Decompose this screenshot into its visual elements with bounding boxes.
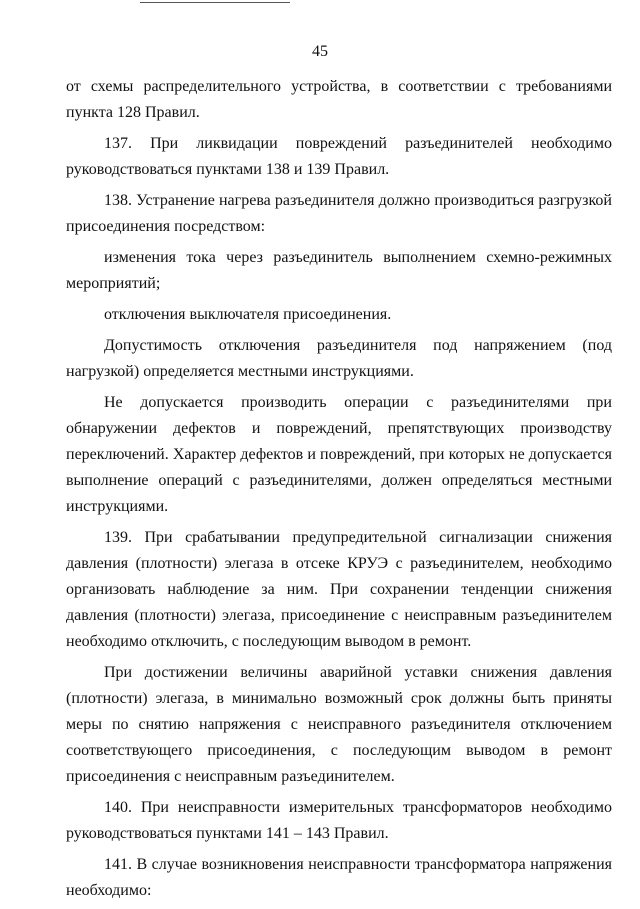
document-body: [66, 74, 612, 909]
paragraph-continuation: от схемы распределительного устройства, в соответствии с требованиями пункта 128 Правил.: [66, 78, 612, 121]
paragraph-137: 137. При ликвидации повреждений разъединителей необходимо руководствоваться пунктами 138 и 139 Правил.: [66, 135, 612, 178]
top-scan-rule: [140, 2, 290, 3]
paragraph-141: 141. В случае возникновения неисправности трансформатора напряжения необходимо:: [66, 856, 612, 899]
paragraph-139: 139. При срабатывании предупредительной сигнализации снижения давления (плотности) элегаза в отсеке КРУЭ с разъединителем, необходимо организовать наблюдение за ним. При сохранении тенденции снижения давления (плотности) элегаза, присоединение с неисправным разъединителем необходимо отключить, с последующим выводом в ремонт.: [66, 529, 612, 650]
paragraph-138-item-2: отключения выключателя присоединения.: [104, 306, 392, 323]
page-number: 45: [312, 43, 328, 60]
paragraph-140: 140. При неисправности измерительных трансформаторов необходимо руководствоваться пунктами 141 – 143 Правил.: [66, 799, 612, 842]
paragraph-138-item-1: изменения тока через разъединитель выполнением схемно-режимных мероприятий;: [66, 249, 612, 292]
paragraph-138: 138. Устранение нагрева разъединителя должно производиться разгрузкой присоединения посредством:: [66, 192, 612, 235]
paragraph-defects: Не допускается производить операции с разъединителями при обнаружении дефектов и повреждений, препятствующих производству переключений. Характер дефектов и повреждений, при которых не допускается выполнение операций с разъединителями, должен определяться местными инструкциями.: [66, 394, 612, 515]
paragraph-emergency-setting: При достижении величины аварийной уставки снижения давления (плотности) элегаза, в минимально возможный срок должны быть приняты меры по снятию напряжения с неисправного разъединителя отключением соответствующего присоединения, с последующим выводом в ремонт присоединения с неисправным разъединителем.: [66, 664, 612, 785]
paragraph-load-switching: Допустимость отключения разъединителя под напряжением (под нагрузкой) определяется местными инструкциями.: [66, 337, 612, 380]
